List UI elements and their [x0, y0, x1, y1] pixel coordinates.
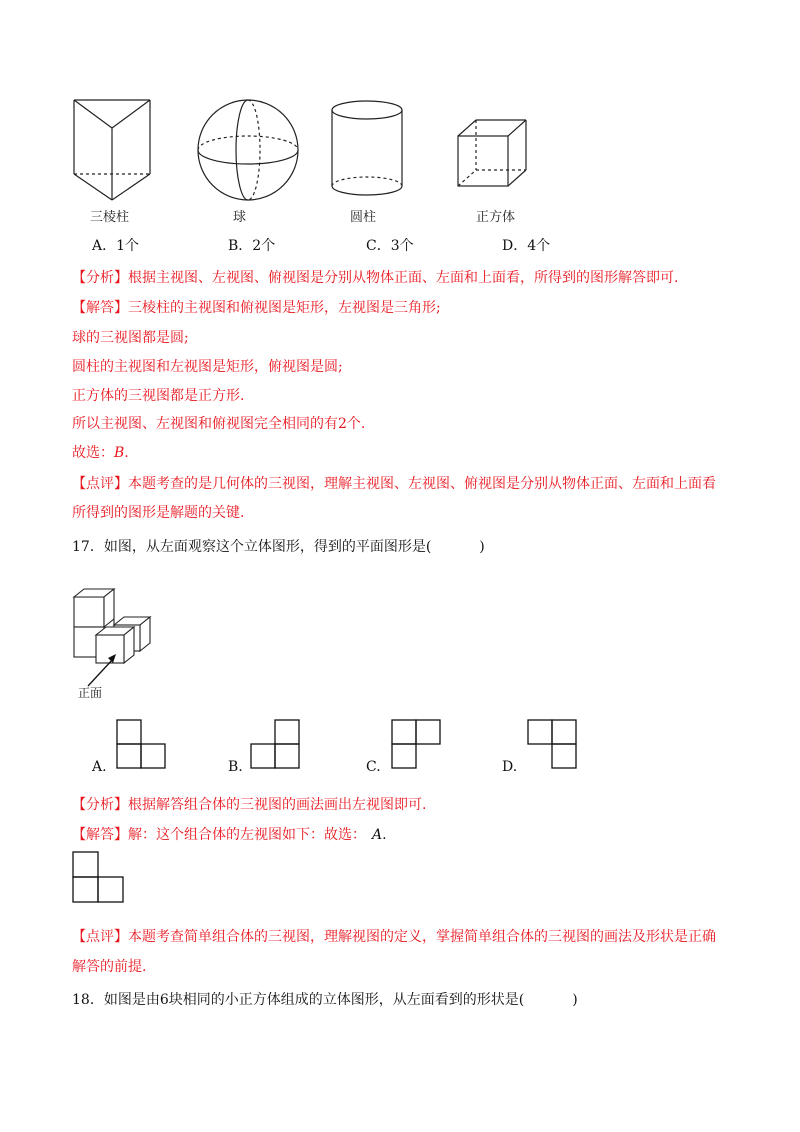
question-text: 17．如图，从左面观察这个立体图形，得到的平面图形是 [72, 539, 426, 555]
q17-option-b-figure[interactable] [250, 719, 302, 771]
caption-sphere: 球 [233, 210, 247, 225]
triangular-prism-figure [72, 98, 156, 202]
q16-comment-line-2: 所得到的图形是解题的关键. [72, 505, 245, 521]
comment-tag: 【点评】 [72, 929, 128, 945]
q16-answer-line-5: 所以主视图、左视图和俯视图完全相同的有2个. [72, 416, 366, 432]
answer-tag: 【解答】 [72, 300, 128, 316]
comment-text: 本题考查简单组合体的三视图，理解视图的定义，掌握简单组合体的三视图的画法及形状是正确 [128, 929, 716, 945]
analysis-tag: 【分析】 [72, 270, 128, 286]
q17-question [72, 537, 485, 557]
answer-tag: 【解答】 [72, 827, 128, 843]
caption-triangular-prism: 三棱柱 [90, 210, 130, 225]
choice-suffix: . [124, 445, 129, 461]
caption-cylinder: 圆柱 [350, 210, 377, 225]
q17-option-b-label[interactable]: B. [228, 759, 243, 775]
q17-answer [72, 825, 387, 845]
q16-answer-line-1 [72, 298, 441, 318]
q17-option-a-label[interactable]: A. [92, 759, 107, 775]
q16-choice [72, 443, 129, 463]
cube-figure [456, 118, 530, 188]
answer-suffix: . [382, 827, 387, 843]
q17-comment-line-1 [72, 927, 716, 947]
answer-text: 解：这个组合体的左视图如下：故选： [128, 827, 366, 843]
comment-tag: 【点评】 [72, 476, 128, 492]
analysis-text: 根据解答组合体的三视图的画法画出左视图即可. [128, 797, 427, 813]
q16-answer-line-3: 圆柱的主视图和左视图是矩形，俯视图是圆; [72, 359, 343, 375]
answer-letter: A [372, 827, 383, 843]
q17-option-c-figure[interactable] [391, 719, 443, 771]
caption-cube: 正方体 [476, 210, 516, 225]
q16-option-d[interactable]: D．4个 [502, 238, 551, 254]
q16-analysis [72, 268, 678, 288]
comment-text: 本题考查的是几何体的三视图，理解主视图、左视图、俯视图是分别从物体正面、左面和上面看 [128, 476, 716, 492]
choice-letter: B [114, 445, 125, 461]
q16-answer-line-2: 球的三视图都是圆; [72, 330, 189, 346]
analysis-text: 根据主视图、左视图、俯视图是分别从物体正面、左面和上面看，所得到的图形解答即可. [128, 270, 679, 286]
q17-option-d-label[interactable]: D. [502, 759, 518, 775]
q16-option-c[interactable]: C．3个 [366, 238, 414, 254]
answer-text: 三棱柱的主视图和俯视图是矩形，左视图是三角形; [128, 300, 441, 316]
analysis-tag: 【分析】 [72, 797, 128, 813]
paren-close: ) [479, 539, 485, 555]
choice-prefix: 故选： [72, 445, 114, 461]
paren-close: ) [572, 992, 578, 1008]
q17-option-a-figure[interactable] [116, 719, 168, 771]
paren-open: ( [425, 539, 432, 555]
cylinder-figure [330, 100, 406, 200]
q17-option-d-figure[interactable] [527, 719, 579, 771]
q16-comment-line-1 [72, 474, 716, 494]
q16-answer-line-4: 正方体的三视图都是正方形. [72, 388, 245, 404]
q17-option-c-label[interactable]: C. [366, 759, 381, 775]
sphere-figure [196, 98, 300, 202]
q17-comment-line-2: 解答的前提. [72, 959, 147, 975]
paren-open: ( [518, 992, 525, 1008]
q16-option-a[interactable]: A．1个 [92, 238, 140, 254]
question-text: 18．如图是由6块相同的小正方体组成的立体图形，从左面看到的形状是 [72, 992, 519, 1008]
q16-option-b[interactable]: B．2个 [228, 238, 276, 254]
q18-question [72, 990, 578, 1010]
q17-analysis [72, 795, 426, 815]
front-label: 正面 [78, 686, 103, 700]
q17-answer-figure [72, 851, 126, 905]
